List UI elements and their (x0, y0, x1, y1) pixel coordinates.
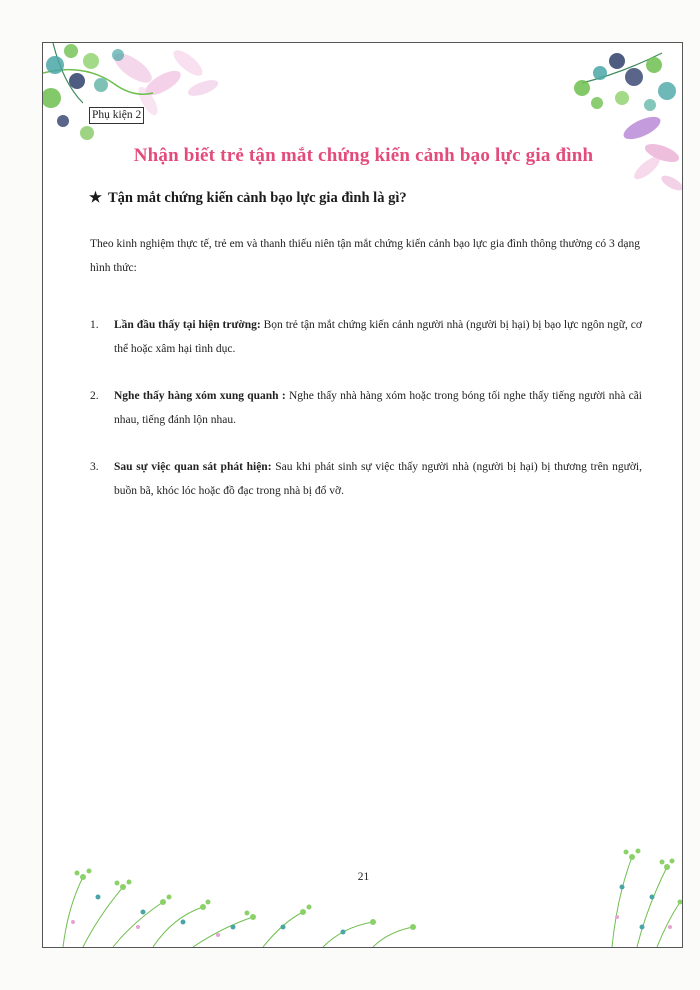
intro-paragraph: Theo kinh nghiệm thực tế, trẻ em và thanh thiếu niên tận mắt chứng kiến cảnh bạo lực gia đình thông thường có 3 dạng hình thức: (90, 238, 640, 274)
list-item (90, 384, 642, 432)
page-title: Nhận biết trẻ tận mắt chứng kiến cảnh bạo lực gia đình (133, 145, 594, 166)
list-item-text: Bọn trẻ tận mắt chứng kiến cảnh người nhà (người bị hại) bị bạo lực ngôn ngữ, cơ thể hoặc xâm hại tình dục. (114, 319, 642, 355)
list-item-term: Sau sự việc quan sát phát hiện: (114, 461, 272, 473)
star-icon: ★ (89, 190, 102, 206)
section-heading (89, 190, 407, 207)
list-item-number: 2. (90, 390, 99, 402)
list-item-body (114, 313, 642, 361)
appendix-label: Phụ kiện 2 (89, 107, 144, 124)
list-item-term: Lần đầu thấy tại hiện trường: (114, 319, 261, 331)
list-item-term: Nghe thấy hàng xóm xung quanh : (114, 390, 286, 402)
list-item-number: 3. (90, 461, 99, 473)
list-item-text: Sau khi phát sinh sự việc thấy người nhà (người bị hại) bị thương trên người, buồn bã, khóc lóc hoặc đồ đạc trong nhà bị đổ vỡ. (114, 461, 643, 497)
floral-decoration-top-left (43, 43, 243, 153)
page-number: 21 (357, 871, 370, 883)
floral-decoration-bottom-left (43, 827, 443, 947)
list-item (90, 455, 642, 503)
list-item-number: 1. (90, 319, 99, 331)
floral-decoration-top-right (562, 43, 682, 203)
list-item-text: Nghe thấy nhà hàng xóm hoặc trong bóng tối nghe thấy tiếng người nhà cãi nhau, tiếng đánh lộn nhau. (114, 390, 643, 426)
list-item (90, 313, 642, 361)
section-heading-text: Tận mắt chứng kiến cảnh bạo lực gia đình là gì? (108, 190, 407, 206)
page-frame (42, 42, 683, 948)
list-item-body (114, 455, 642, 503)
floral-decoration-bottom-right (592, 827, 682, 947)
list-item-body (114, 384, 642, 432)
